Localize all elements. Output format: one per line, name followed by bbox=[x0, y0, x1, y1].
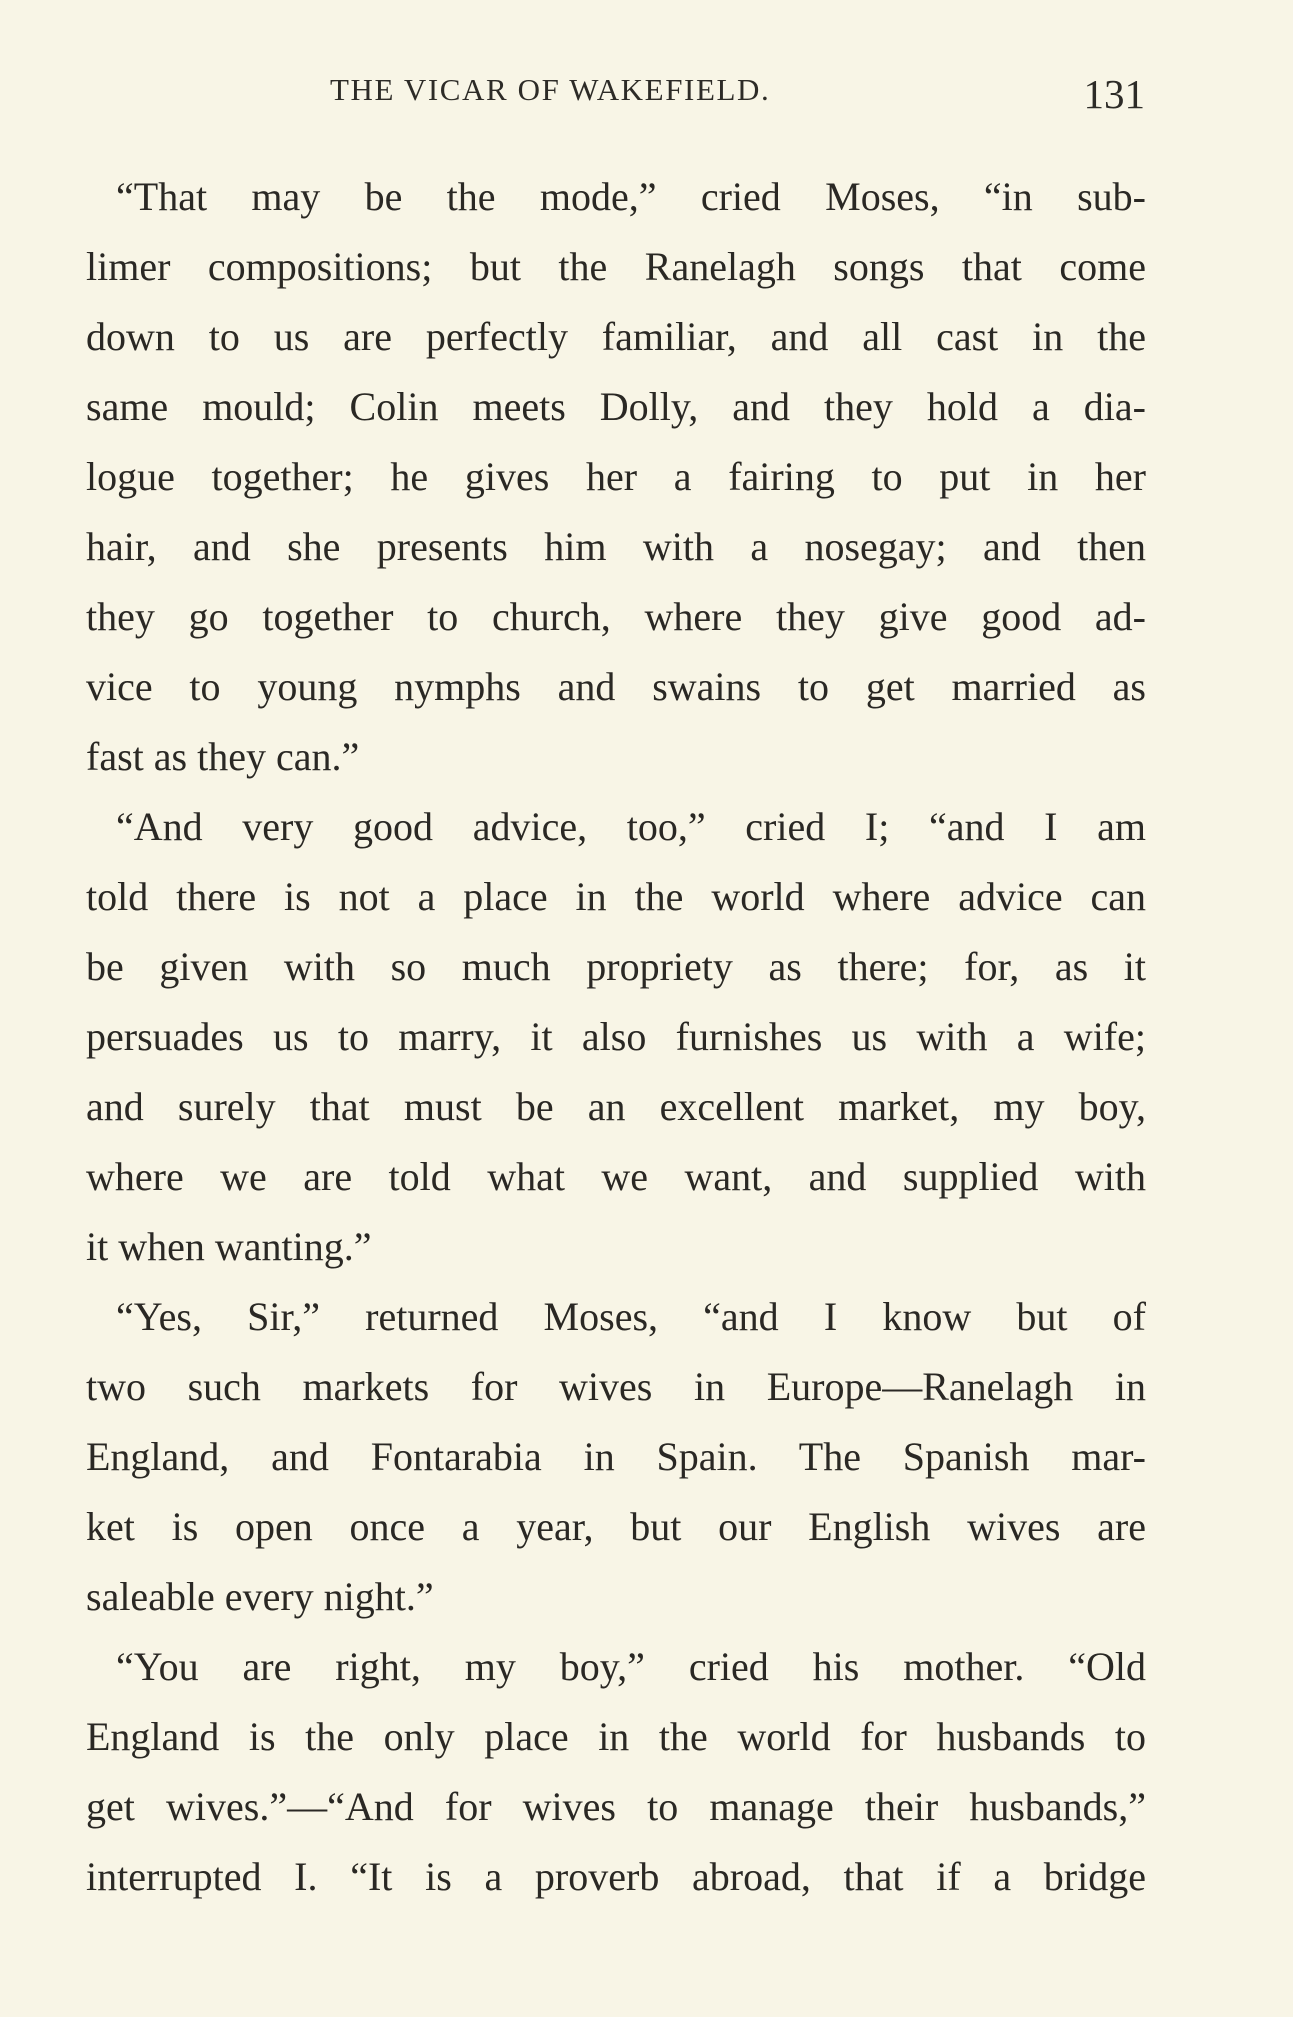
text-line: two such markets for wives in Europe—Ranelagh in bbox=[86, 1364, 1146, 1409]
text-line: be given with so much propriety as there; for, as it bbox=[86, 944, 1146, 989]
text-line: they go together to church, where they give good ad- bbox=[86, 594, 1146, 639]
text-line: “Yes, Sir,” returned Moses, “and I know but of bbox=[116, 1294, 1146, 1339]
text-line: “That may be the mode,” cried Moses, “in sub- bbox=[116, 174, 1146, 219]
body-text bbox=[86, 162, 1146, 1912]
text-line: and surely that must be an excellent market, my boy, bbox=[86, 1084, 1146, 1129]
text-line: England, and Fontarabia in Spain. The Spanish mar- bbox=[86, 1434, 1146, 1479]
text-line: down to us are perfectly familiar, and all cast in the bbox=[86, 314, 1146, 359]
text-line: where we are told what we want, and supplied with bbox=[86, 1154, 1146, 1199]
text-line: logue together; he gives her a fairing to put in her bbox=[86, 454, 1146, 499]
text-line: get wives.”—“And for wives to manage their husbands,” bbox=[86, 1784, 1146, 1829]
text-line: same mould; Colin meets Dolly, and they hold a dia- bbox=[86, 384, 1146, 429]
running-title: THE VICAR OF WAKEFIELD. bbox=[330, 72, 771, 107]
text-line: limer compositions; but the Ranelagh songs that come bbox=[86, 244, 1146, 289]
text-line: it when wanting.” bbox=[86, 1224, 372, 1269]
running-head bbox=[330, 72, 1145, 122]
text-line: saleable every night.” bbox=[86, 1574, 434, 1619]
text-line: “You are right, my boy,” cried his mother. “Old bbox=[116, 1644, 1146, 1689]
page-number: 131 bbox=[1083, 71, 1145, 117]
text-line: England is the only place in the world for husbands to bbox=[86, 1714, 1146, 1759]
text-line: fast as they can.” bbox=[86, 734, 360, 779]
text-line: vice to young nymphs and swains to get married as bbox=[86, 664, 1146, 709]
text-line: told there is not a place in the world where advice can bbox=[86, 874, 1146, 919]
text-line: interrupted I. “It is a proverb abroad, that if a bridge bbox=[86, 1854, 1146, 1899]
text-line: persuades us to marry, it also furnishes us with a wife; bbox=[86, 1014, 1146, 1059]
text-line: “And very good advice, too,” cried I; “and I am bbox=[116, 804, 1146, 849]
text-line: ket is open once a year, but our English wives are bbox=[86, 1504, 1146, 1549]
text-line: hair, and she presents him with a nosegay; and then bbox=[86, 524, 1146, 569]
